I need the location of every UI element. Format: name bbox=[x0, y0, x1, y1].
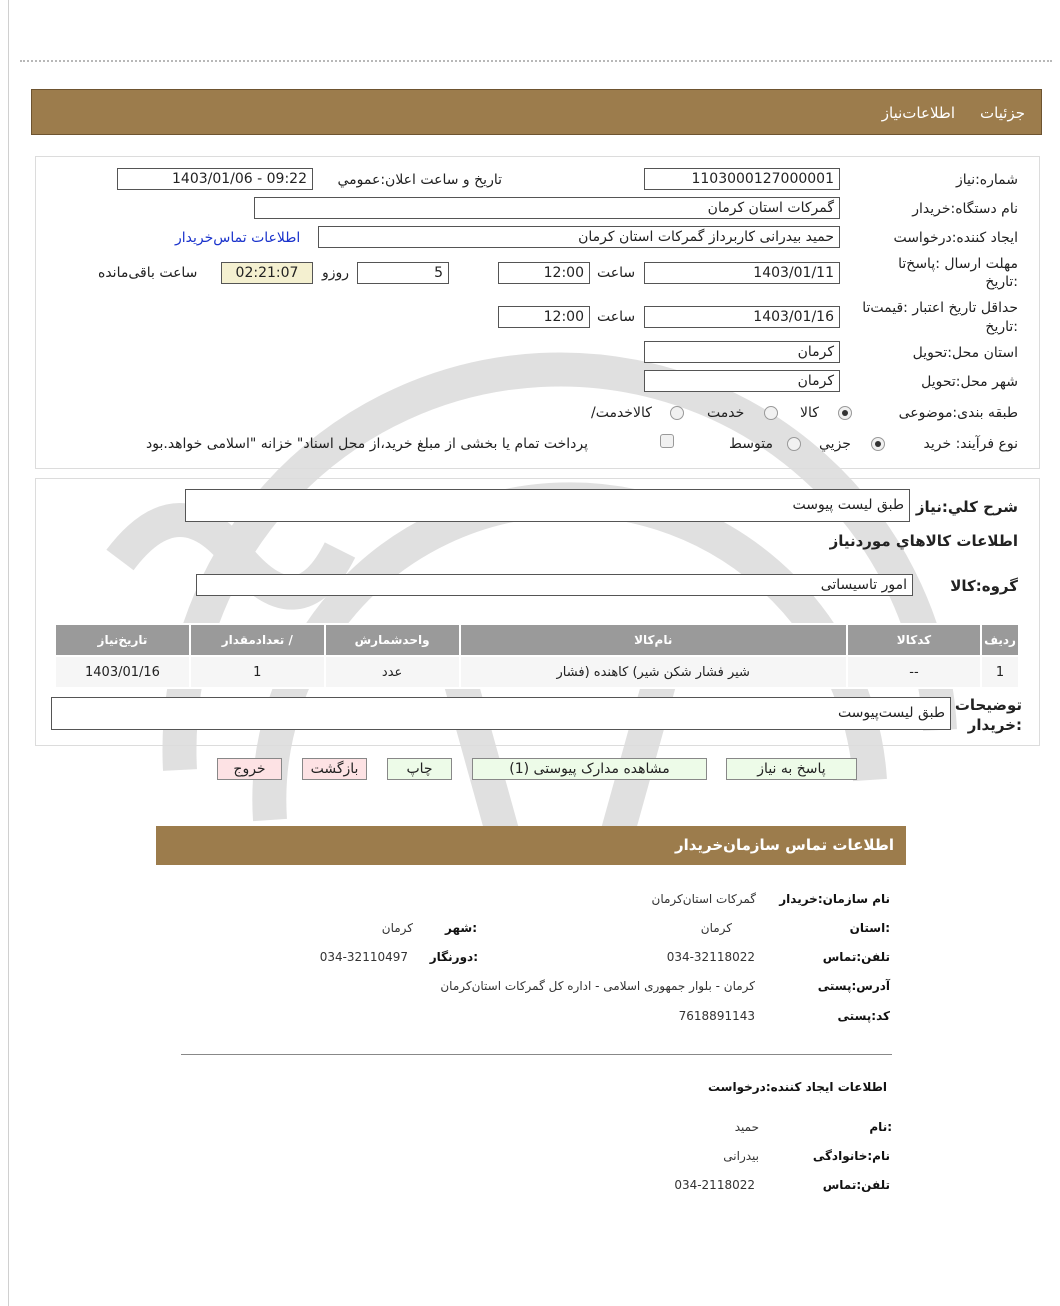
process-small-label: جزیي bbox=[819, 436, 851, 452]
deadline-time-label: ساعت bbox=[597, 265, 636, 281]
col-quantity: / تعدادمقدار bbox=[190, 624, 325, 656]
days-field: 5 bbox=[357, 262, 449, 284]
category-goods-radio[interactable] bbox=[838, 406, 852, 420]
cell-row: 1 bbox=[981, 656, 1019, 688]
buyer-notes-field: طبق لیست‌پیوست bbox=[51, 697, 951, 730]
contact-title: اطلاعات تماس سازمان‌خریدار bbox=[674, 836, 894, 854]
buyer-contact-link[interactable]: اطلاعات تماس‌خریدار bbox=[175, 230, 301, 246]
reply-button[interactable]: پاسخ به نیاز bbox=[726, 758, 857, 780]
creator-info-title: اطلاعات ایجاد کننده:درخواست bbox=[707, 1080, 887, 1094]
cell-need-date: 1403/01/16 bbox=[55, 656, 190, 688]
col-unit: واحدشمارش bbox=[325, 624, 460, 656]
contact-city-label: :شهر bbox=[445, 921, 477, 935]
deadline-label-2: :تاریخ bbox=[985, 274, 1018, 290]
postal-code-value: 7618891143 bbox=[678, 1009, 755, 1023]
cell-quantity: 1 bbox=[190, 656, 325, 688]
need-number-field: 1103000127000001 bbox=[644, 168, 840, 190]
contact-province-value: کرمان bbox=[700, 921, 732, 935]
treasury-payment-note: پرداخت تمام یا بخشی از مبلغ خرید،از محل اسناد" خزانه "اسلامی خواهد.بود bbox=[146, 436, 589, 452]
address-label: آدرس:پستی bbox=[817, 979, 890, 993]
contact-province-label: :استان bbox=[849, 921, 890, 935]
validity-label-2: :تاریخ bbox=[985, 319, 1018, 335]
cell-unit: عدد bbox=[325, 656, 460, 688]
col-row: ردیف bbox=[981, 624, 1019, 656]
contact-phone-label: تلفن:تماس bbox=[822, 950, 890, 964]
print-button[interactable]: چاپ bbox=[387, 758, 452, 780]
process-small-radio[interactable] bbox=[871, 437, 885, 451]
exit-button[interactable]: خروج bbox=[217, 758, 282, 780]
left-border bbox=[8, 0, 9, 1306]
goods-group-label: گروه:کالا bbox=[950, 577, 1018, 595]
col-need-date: تاریخ‌نیاز bbox=[55, 624, 190, 656]
creator-phone-label: تلفن:تماس bbox=[822, 1178, 890, 1192]
buyer-notes-label-2: :خریدار bbox=[967, 716, 1022, 734]
process-medium-label: متوسط bbox=[729, 436, 773, 452]
general-desc-label: شرح کلي:نیاز bbox=[915, 498, 1018, 516]
creator-family-value: بیدرانی bbox=[723, 1149, 759, 1163]
postal-code-label: کد:پستی bbox=[837, 1009, 890, 1023]
tab-details[interactable]: جزئیات bbox=[980, 104, 1025, 122]
details-header-bar bbox=[31, 89, 1042, 135]
back-button[interactable]: بازگشت bbox=[302, 758, 367, 780]
cell-name: شیر فشار شکن شیر) کاهنده (فشار bbox=[460, 656, 847, 688]
process-type-label: نوع فرآیند: خرید bbox=[923, 436, 1018, 452]
table-row bbox=[55, 656, 1019, 688]
category-goods-service-label: کالاخدمت/ bbox=[591, 405, 652, 421]
buyer-org-field: گمرکات استان کرمان bbox=[254, 197, 840, 219]
tab-need-info[interactable]: اطلاعات‌نیاز bbox=[881, 104, 955, 122]
deadline-time-field: 12:00 bbox=[498, 262, 590, 284]
view-attachments-button[interactable]: مشاهده مدارک پیوستی (1) bbox=[472, 758, 707, 780]
category-label: طبقه بندی:موضوعی bbox=[898, 405, 1018, 421]
creator-field: حمید بیدرانی کاربرداز گمرکات استان کرمان bbox=[318, 226, 840, 248]
contact-header-bar bbox=[156, 826, 906, 865]
city-label: شهر محل:تحویل bbox=[921, 374, 1018, 390]
category-service-radio[interactable] bbox=[764, 406, 778, 420]
province-field: کرمان bbox=[644, 341, 840, 363]
contact-fax-label: :دورنگار bbox=[429, 950, 478, 964]
deadline-label: مهلت ارسال :پاسخ‌تا bbox=[898, 256, 1018, 272]
category-goods-label: کالا bbox=[800, 405, 819, 421]
goods-table bbox=[54, 623, 1020, 689]
creator-phone-value: 034-2118022 bbox=[674, 1178, 755, 1192]
creator-name-value: حمید bbox=[734, 1120, 759, 1134]
category-service-label: خدمت bbox=[707, 405, 745, 421]
contact-city-value: کرمان bbox=[381, 921, 413, 935]
goods-group-field: امور تاسیساتی bbox=[196, 574, 913, 596]
category-goods-service-radio[interactable] bbox=[670, 406, 684, 420]
validity-time-label: ساعت bbox=[597, 309, 636, 325]
need-number-label: شماره:نیاز bbox=[955, 172, 1018, 188]
announce-date-field: 1403/01/06 - 09:22 bbox=[117, 168, 313, 190]
remaining-time-field: 02:21:07 bbox=[221, 262, 313, 284]
validity-label: حداقل تاریخ اعتبار :قیمت‌تا bbox=[862, 300, 1018, 316]
creator-label: ایجاد کننده:درخواست bbox=[893, 230, 1018, 246]
contact-phone-value: 034-32118022 bbox=[666, 950, 755, 964]
org-value: گمرکات استان‌کرمان bbox=[651, 892, 756, 906]
remaining-time-label: ساعت باقی‌مانده bbox=[98, 265, 198, 281]
general-desc-field: طبق لیست پیوست bbox=[185, 489, 910, 522]
buyer-org-label: نام دستگاه:خریدار bbox=[912, 201, 1018, 217]
contact-fax-value: 034-32110497 bbox=[319, 950, 408, 964]
validity-time-field: 12:00 bbox=[498, 306, 590, 328]
col-name: نام‌کالا bbox=[460, 624, 847, 656]
address-value: کرمان - بلوار جمهوری اسلامی - اداره کل گمرکات استان‌کرمان bbox=[440, 979, 755, 993]
section-divider bbox=[181, 1054, 892, 1055]
col-code: کدکالا bbox=[847, 624, 981, 656]
creator-name-label: :نام bbox=[869, 1120, 892, 1134]
deadline-date-field: 1403/01/11 bbox=[644, 262, 840, 284]
validity-date-field: 1403/01/16 bbox=[644, 306, 840, 328]
goods-info-title: اطلاعات کالاهاي موردنیاز bbox=[829, 532, 1018, 550]
announce-date-label: تاریخ و ساعت اعلان:عمومي bbox=[337, 172, 502, 188]
org-label: نام سازمان:خریدار bbox=[779, 892, 890, 906]
cell-code: -- bbox=[847, 656, 981, 688]
process-medium-radio[interactable] bbox=[787, 437, 801, 451]
city-field: کرمان bbox=[644, 370, 840, 392]
buyer-notes-label: توضیحات bbox=[954, 696, 1022, 714]
creator-family-label: نام:خانوادگی bbox=[812, 1149, 890, 1163]
treasury-payment-checkbox[interactable] bbox=[660, 434, 674, 448]
top-divider bbox=[20, 60, 1052, 62]
province-label: استان محل:تحویل bbox=[912, 345, 1018, 361]
days-label: روزو bbox=[322, 265, 350, 281]
